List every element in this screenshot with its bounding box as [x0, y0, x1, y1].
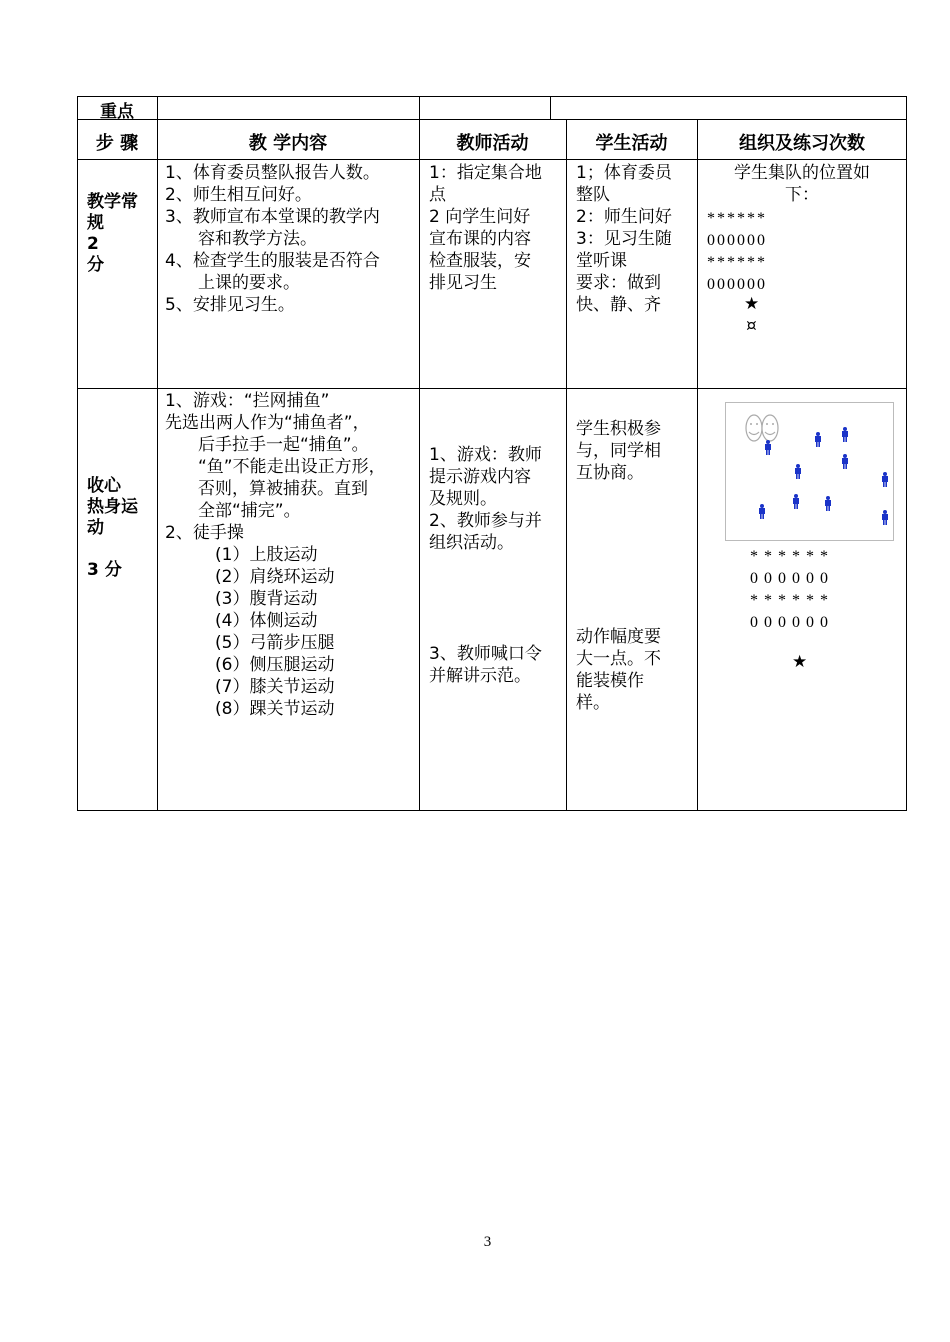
table-border-top: [77, 96, 907, 97]
fish-figure-icon: [842, 427, 848, 442]
fish-figure-icon: [759, 504, 765, 519]
fish-figure-icon: [825, 496, 831, 511]
formation-row: 0 0 0 0 0 0: [750, 614, 829, 631]
row-rule-1: [77, 119, 907, 120]
col-rule-3: [566, 119, 567, 811]
formation-row: ******: [707, 254, 767, 271]
col-rule-2: [419, 96, 420, 811]
section2-formation: [750, 546, 829, 634]
teacher-star-icon: ★: [744, 294, 760, 314]
col-rule-1: [157, 96, 158, 811]
col-rule-top-extra: [550, 96, 551, 120]
section1-step: 教学常 规 2 分: [87, 192, 138, 275]
section1-student: 1；体育委员 整队 2：师生问好 3：见习生随 堂听课 要求：做到 快、静、齐: [576, 163, 672, 315]
col-rule-4: [697, 119, 698, 811]
section2-teacher: 1、游戏：教师 提示游戏内容 及规则。 2、教师参与并 组织活动。: [429, 445, 542, 553]
fish-figure-icon: [793, 494, 799, 509]
column-header-teacher: 教师活动: [456, 133, 529, 154]
teacher-star-icon: ★: [792, 652, 808, 672]
fish-figure-icon: [842, 454, 848, 469]
lesson-table: [77, 96, 907, 811]
fish-figure-icon: [765, 440, 771, 455]
section2-step: 收心 热身运 动 3 分: [87, 476, 138, 580]
section2-student-requirement: 动作幅度要 大一点。不 能装模作 样。: [576, 627, 661, 713]
column-header-step: 步 骤: [95, 133, 139, 154]
section1-content: 1、体育委员整队报告人数。 2、师生相互问好。 3、教师宣布本堂课的教学内 容和教学方法。 4、检查学生的服装是否符合 上课的要求。 5、安排见习生。: [165, 163, 380, 315]
table-border-left: [77, 96, 78, 811]
table-border-bottom: [77, 810, 907, 811]
formation-row: * * * * * *: [750, 548, 829, 565]
section1-teacher: 1：指定集合地 点 2 向学生问好 宣布课的内容 检查服装，安 排见习生: [429, 163, 542, 293]
row-rule-2: [77, 159, 907, 160]
section2-content: 1、游戏：“拦网捕鱼” 先选出两人作为“捕鱼者”， 后手拉手一起“捕鱼”。 “鱼”不能走出设正方形， 否则，算被捕获。直到 全部“捕完”。 2、徒手操 (1）上肢运动 (2）肩绕环运动 (3）腹背运动 (4）体侧运动 (5）弓箭步压腿 (6）侧压腿运动 (7）膝关节运动 (8）踝关节运动: [165, 391, 386, 719]
fish-figure-icon: [815, 432, 821, 447]
formation-row: ******: [707, 210, 767, 227]
formation-row: 000000: [707, 276, 767, 293]
formation-row: 000000: [707, 232, 767, 249]
game-illustration: [725, 402, 897, 542]
column-header-content: 教 学内容: [248, 133, 328, 154]
key-points-label: 重点: [100, 102, 134, 122]
column-header-student: 学生活动: [595, 133, 668, 154]
catcher-face-icon: [746, 415, 762, 441]
section1-formation: [707, 208, 767, 296]
section1-organization-title: 学生集队的位置如 下：: [734, 163, 870, 205]
fish-figure-icon: [882, 510, 888, 525]
page-number: 3: [483, 1234, 492, 1250]
formation-row: 0 0 0 0 0 0: [750, 570, 829, 587]
section2-student: 学生积极参 与，同学相 互协商。: [576, 419, 661, 483]
column-header-organization: 组织及练习次数: [739, 133, 865, 154]
observer-mark-icon: ¤: [746, 316, 757, 336]
section2-teacher-demo: 3、教师喊口令 并解讲示范。: [429, 644, 542, 686]
fish-figure-icon: [882, 472, 888, 487]
catcher-face-icon: [762, 415, 778, 441]
row-rule-3: [77, 388, 907, 389]
fish-figure-icon: [795, 464, 801, 479]
formation-row: * * * * * *: [750, 592, 829, 609]
